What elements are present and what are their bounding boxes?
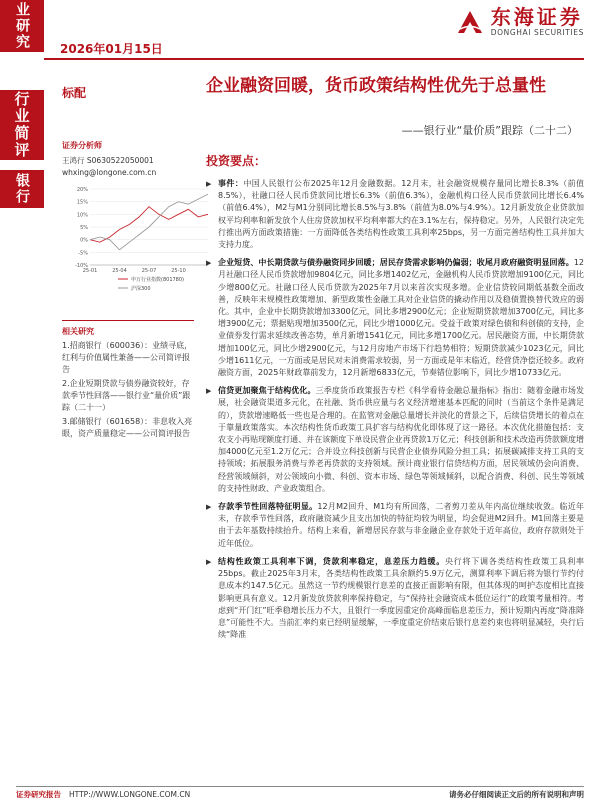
point-paragraph	[206, 501, 584, 550]
chart-y-tick-label: 5%	[80, 225, 88, 231]
sector-rating: 标配	[62, 86, 87, 100]
point-lead: 事件：	[218, 179, 244, 188]
footer-label: 证券研究报告	[16, 790, 61, 799]
related-research-item[interactable]: 1.招商银行（600036）：业绩寻底，红利与价值属性兼备——公司简评报告	[62, 341, 193, 374]
chart-x-tick-label: 25-04	[112, 268, 127, 274]
point-text: 三季度货币政策报告专栏《科学看待金融总量指标》指出：随着金融市场发展，社会融资渠道多元化，在社融、货币供应量与名义经济增速基本匹配的同时（当前这个条件是满足的），贷款增速略低一些也是合理的。在监管对金融总量增长并淡化的背景之下，后续信贷增长的着点在于靠量政策落实。本次结构性货币政策工具扩容与结构优化即体现了这一路径。本次优化措施包括：支农支小再贴现额度打通、并在该额度下单设民营企业再贷款1万亿元；科技创新和技术改造再贷款额度增加4000亿元至1.2万亿元；合并设立科技创新与民营企业债券风险分担工具；拓展碳减排支持工具的支持领域；拓展服务消费与养老再贷款的支持领域。预计商业银行信贷结构方面，居民领域仍会向消费、经营领域倾斜，对公领域向小微、科创、资本市场、绿色等领域倾斜，以配合消费、科创、民生等领域的支持性财政、产业政策组合。	[218, 386, 585, 493]
point-text: 12月M2回升、M1均有所回落，二者剪刀差从年内高位继续收敛。临近年末，存款季节性回落，政府融资减少且支出加快的特征均较为明显，均会促进M2回升。M1回落主要是由于去年基数持续抬升。结构上来看，新增居民存款与非金融企业存款处于近年高位，政府存款则处于近年低位。	[218, 502, 585, 548]
bullet-icon: ▶	[206, 503, 212, 512]
report-body	[206, 178, 584, 647]
point-paragraph	[206, 178, 584, 251]
page-footer	[16, 789, 584, 800]
investment-points-heading: 投资要点：	[206, 154, 267, 168]
point-paragraph	[206, 556, 584, 641]
related-research-item[interactable]: 2.企业短期贷款与债券融资较好，存款季节性回落——银行业“量价质”跟踪（二十一）	[62, 379, 191, 412]
sector-label: 银行	[14, 173, 30, 205]
analyst-heading: 证券分析师	[62, 141, 102, 150]
footer-url[interactable]: HTTP://WWW.LONGONE.COM.CN	[69, 790, 191, 799]
chart-y-ticks	[75, 187, 88, 269]
category-label: 行业简评	[12, 91, 31, 159]
chart-y-tick-label: 10%	[76, 212, 88, 219]
point-lead: 企业短贷、中长期贷款与债券融资同步回暖；居民存贷需求影响仍偏弱；收尾月政府融资明显回落。	[218, 258, 574, 268]
point-text: 12月社融口径人民币贷款增加9804亿元，同比多增1402亿元，金融机构人民币贷款增加9100亿元，同比少增800亿元。社融口径人民币贷款为2025年7月以来首次实现多增。企业信贷较同期低基数全面改善，反映年末规模性政策增加、新型政策性金融工具对企业信贷的撬动作用以及稳债置换替代效应的弱化。其中，企业中长期贷款增加3300亿元，同比多增2900亿元；企业短期贷款增加3700亿元，同比多增3900亿元；票据贴现增加3500亿元，同比少增1000亿元。受益于政策对绿色债和科创债的支持，企业债券发行需求延续改善态势，单月新增1541亿元，同比多增1700亿元。居民融资方面，中长期贷款增加100亿元，同比少增2900亿元，与12月房地产市场下行趋势相符；短期贷款减少1023亿元，同比少增1611亿元，一方面或是居民对未消费需求较弱，另一方面或是年末临近，经营贷净偿还较多。政府融资方面，2025年财政靠前发力，12月新增6833亿元，节奏错位影响下，同比少增10733亿元。	[218, 258, 584, 378]
sidebar-divider	[62, 320, 194, 321]
company-logo	[455, 6, 584, 38]
chart-series-line	[90, 207, 208, 243]
analyst-email[interactable]: whxing@longone.com.cn	[62, 168, 157, 177]
footer-divider	[16, 786, 584, 787]
report-subtitle: ——银行业“量价质”跟踪（二十二）	[401, 124, 578, 137]
related-research-heading: 相关研究	[62, 327, 94, 336]
chart-y-tick-label: -5%	[78, 250, 88, 257]
chart-x-ticks	[83, 268, 186, 274]
chart-y-tick-label: 15%	[76, 199, 88, 206]
point-lead: 信贷更加聚焦于结构优化。	[218, 386, 316, 396]
point-text: 中国人民银行公布2025年12月金融数据。12月末，社会融资规模存量同比增长8.3%（前值8.5%），社融口径人民币贷款同比增长6.3%（前值6.3%），金融机构口径人民币贷款同比增长6.4%（前值6.4%），M2与M1分别同比增长8.5%与3.8%（前值为8.0%与4.9%）。12月新发放企业贷款加权平均利率和新发放个人住房贷款加权平均利率都大约在3.1%左右，保持稳定。另外，人民银行决定先行推出两方面政策措施：一方面降低各类结构性政策工具利率25bps，另一方面完善结构性工具并加大支持力度。	[218, 179, 585, 250]
analyst-name: 王鸿行 S0630522050001	[62, 156, 154, 165]
logo-mark-icon	[455, 7, 485, 37]
related-research-item[interactable]: 3.邮储银行（601658）：非息收入亮眼，资产质量稳定——公司简评报告	[62, 417, 193, 438]
chart-y-tick-label: -10%	[75, 263, 88, 269]
chart-x-tick-label: 25-07	[141, 268, 157, 274]
chart-series	[90, 194, 208, 250]
chart-y-tick-label: 0%	[80, 237, 88, 244]
report-type-tab	[0, 0, 44, 52]
chart-x-tick-label: 25-10	[171, 268, 186, 274]
chart-x-tick-label: 25-01	[82, 268, 98, 274]
logo-name-en: DONGHAI SECURITIES	[490, 28, 584, 37]
report-date: 2026年01月15日	[60, 42, 163, 56]
chart-legend-label: 申万行业指数(801780)	[131, 277, 184, 283]
sector-tab	[0, 170, 44, 208]
bullet-icon: ▶	[206, 259, 212, 268]
performance-chart	[62, 180, 212, 303]
report-type-label: 业研究	[14, 2, 30, 50]
point-paragraph	[206, 385, 584, 495]
footer-disclaimer: 请务必仔细阅读正文后的所有说明和声明	[449, 790, 584, 799]
left-banner	[0, 0, 44, 800]
point-lead: 存款季节性回落特征明显。	[218, 502, 318, 512]
point-text: 央行将下调各类结构性政策工具利率25bps。截止2025年3月末，各类结构性政策工具余额约5.9万亿元，测算利率下调后将为银行节约付息成本约147.5亿元。虽然这一节约规模银行息差的直接正面影响有限，但其体现的呵护态度相比直接影响更具有意义。12月新发放贷款利率保持稳定，与“保持社会融资成本低位运行”的政策考量相符。考虑到“开门红”旺季稳增长压力不大，且银行一季度因重定价高峰面临息差压力，预计短期内再度“降准降息”可能性不大。当前汇率约束已经明显缓解，一季度重定价结束后银行息差约束也将明显减轻，央行后续“降准	[218, 556, 585, 640]
chart-legend-label: 沪深300	[131, 286, 151, 292]
chart-series-line	[90, 194, 208, 250]
bullet-icon: ▶	[206, 180, 212, 188]
chart-y-tick-label: 20%	[76, 187, 88, 193]
report-title: 企业融资回暖，货币政策结构性优先于总量性	[206, 76, 546, 96]
bullet-icon: ▶	[206, 387, 212, 396]
bullet-icon: ▶	[206, 557, 212, 566]
point-lead: 结构性政策工具利率下调，贷款利率稳定，息差压力趋缓。	[218, 556, 446, 566]
header-divider	[44, 58, 584, 60]
chart-legend	[118, 276, 184, 292]
category-tab	[0, 90, 44, 160]
point-paragraph	[206, 257, 584, 379]
related-research-list	[62, 340, 194, 442]
logo-name-cn: 东海证券	[490, 5, 583, 29]
